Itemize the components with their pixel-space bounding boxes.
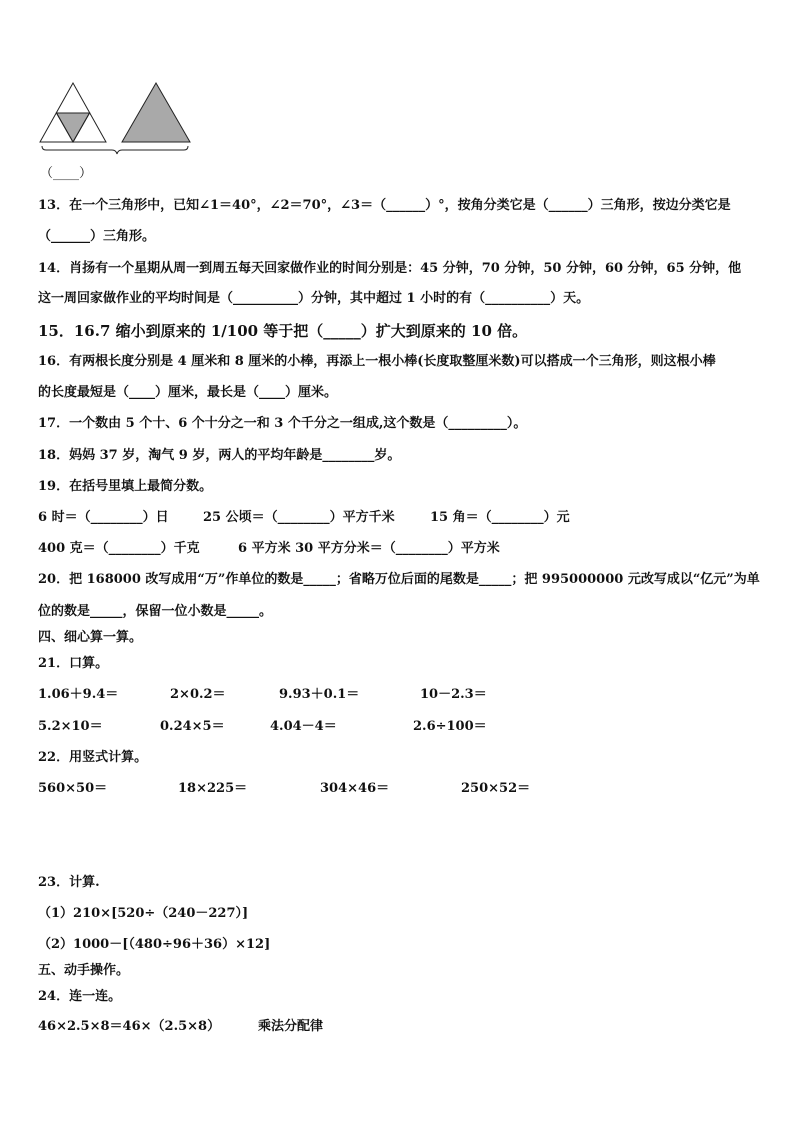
q21-title: 21．口算。 <box>38 656 109 671</box>
triangle-figure <box>0 0 200 160</box>
q23-item1: （1）210×[520÷（240－227）] <box>38 906 249 921</box>
q16-line1: 16．有两根长度分别是 4 厘米和 8 厘米的小棒，再添上一根小棒(长度取整厘米数)可以搭成一个三角形，则这根小棒 <box>38 354 716 369</box>
q13-line1: 13．在一个三角形中，已知∠1＝40°，∠2＝70°，∠3＝（______）°，按角分类它是（______）三角形，按边分类它是 <box>38 198 731 213</box>
section5-title: 五、动手操作。 <box>38 963 130 978</box>
q21-item: 10－2.3＝ <box>420 687 487 702</box>
q24-left-expression: 46×2.5×8＝46×（2.5×8） <box>38 1019 221 1034</box>
q19-title: 19．在括号里填上最简分数。 <box>38 479 213 494</box>
q24-right-law: 乘法分配律 <box>258 1019 324 1034</box>
q18-line1: 18．妈妈 37 岁，淘气 9 岁，两人的平均年龄是________岁。 <box>38 448 401 463</box>
q22-item: 560×50＝ <box>38 781 108 796</box>
q14-line2: 这一周回家做作业的平均时间是（__________）分钟，其中超过 1 小时的有（__________）天。 <box>38 291 590 306</box>
q20-line1: 20．把 168000 改写成用“万”作单位的数是_____；省略万位后面的尾数是_____；把 995000000 元改写成以“亿元”为单 <box>38 572 760 587</box>
right-shaded-triangle <box>122 83 190 142</box>
q21-item: 0.24×5＝ <box>160 719 225 734</box>
q15-line1: 15．16.7 缩小到原来的 1/100 等于把（_____）扩大到原来的 10 倍。 <box>38 322 528 340</box>
q16-line2: 的长度最短是（____）厘米，最长是（____）厘米。 <box>38 385 338 400</box>
q22-item: 18×225＝ <box>178 781 248 796</box>
q21-item: 5.2×10＝ <box>38 719 103 734</box>
q22-title: 22．用竖式计算。 <box>38 750 148 765</box>
q21-item: 1.06＋9.4＝ <box>38 687 119 702</box>
q19-item: 400 克＝（________）千克 <box>38 541 200 556</box>
q13-line2: （______）三角形。 <box>38 229 156 244</box>
q23-title: 23．计算. <box>38 875 100 890</box>
q21-item: 2×0.2＝ <box>170 687 226 702</box>
figure-answer-blank: （____） <box>40 166 93 181</box>
q19-item: 25 公顷＝（________）平方千米 <box>203 510 395 525</box>
q22-item: 304×46＝ <box>320 781 390 796</box>
q23-item2: （2）1000－[（480÷96＋36）×12] <box>38 937 271 952</box>
q14-line1: 14．肖扬有一个星期从周一到周五每天回家做作业的时间分别是：45 分钟，70 分钟，50 分钟，60 分钟，65 分钟，他 <box>38 261 742 276</box>
q24-title: 24．连一连。 <box>38 989 122 1004</box>
q21-item: 4.04－4＝ <box>270 719 337 734</box>
q20-line2: 位的数是_____，保留一位小数是_____。 <box>38 604 273 619</box>
brace <box>42 146 188 154</box>
q22-item: 250×52＝ <box>461 781 531 796</box>
q19-item: 6 时＝（________）日 <box>38 510 169 525</box>
q21-item: 2.6÷100＝ <box>413 719 487 734</box>
q21-item: 9.93＋0.1＝ <box>279 687 360 702</box>
q19-item: 15 角＝（________）元 <box>430 510 570 525</box>
q19-item: 6 平方米 30 平方分米＝（________）平方米 <box>238 541 500 556</box>
section4-title: 四、细心算一算。 <box>38 630 143 645</box>
q17-line1: 17．一个数由 5 个十、6 个十分之一和 3 个千分之一组成,这个数是（_________）。 <box>38 416 527 431</box>
